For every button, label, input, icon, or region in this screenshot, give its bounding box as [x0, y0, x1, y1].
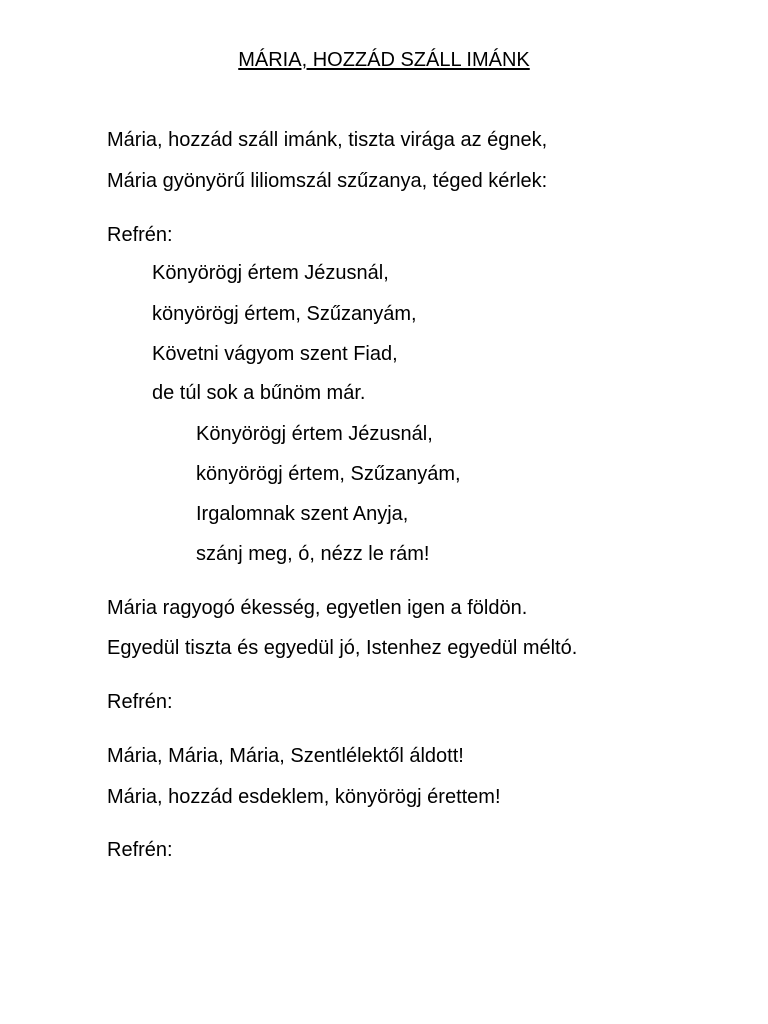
- refrain-line: könyörögj értem, Szűzanyám,: [196, 463, 461, 485]
- refrain-line: Követni vágyom szent Fiad,: [152, 343, 398, 365]
- verse-line: Mária gyönyörű liliomszál szűzanya, téged kérlek:: [107, 170, 548, 192]
- refrain-label: Refrén:: [107, 839, 173, 861]
- refrain-label: Refrén:: [107, 224, 173, 246]
- refrain-label: Refrén:: [107, 691, 173, 713]
- refrain-line: könyörögj értem, Szűzanyám,: [152, 303, 417, 325]
- refrain-line: szánj meg, ó, nézz le rám!: [196, 543, 430, 565]
- song-title: MÁRIA, HOZZÁD SZÁLL IMÁNK: [238, 49, 530, 71]
- verse-line: Mária, Mária, Mária, Szentlélektől áldott!: [107, 745, 464, 767]
- verse-line: Mária, hozzád esdeklem, könyörögj érettem!: [107, 786, 501, 808]
- refrain-line: Könyörögj értem Jézusnál,: [152, 262, 389, 284]
- refrain-line: de túl sok a bűnöm már.: [152, 382, 366, 404]
- refrain-line: Könyörögj értem Jézusnál,: [196, 423, 433, 445]
- verse-line: Mária ragyogó ékesség, egyetlen igen a földön.: [107, 597, 528, 619]
- verse-line: Mária, hozzád száll imánk, tiszta virága az égnek,: [107, 129, 548, 151]
- verse-line: Egyedül tiszta és egyedül jó, Istenhez egyedül méltó.: [107, 637, 578, 659]
- refrain-line: Irgalomnak szent Anyja,: [196, 503, 409, 525]
